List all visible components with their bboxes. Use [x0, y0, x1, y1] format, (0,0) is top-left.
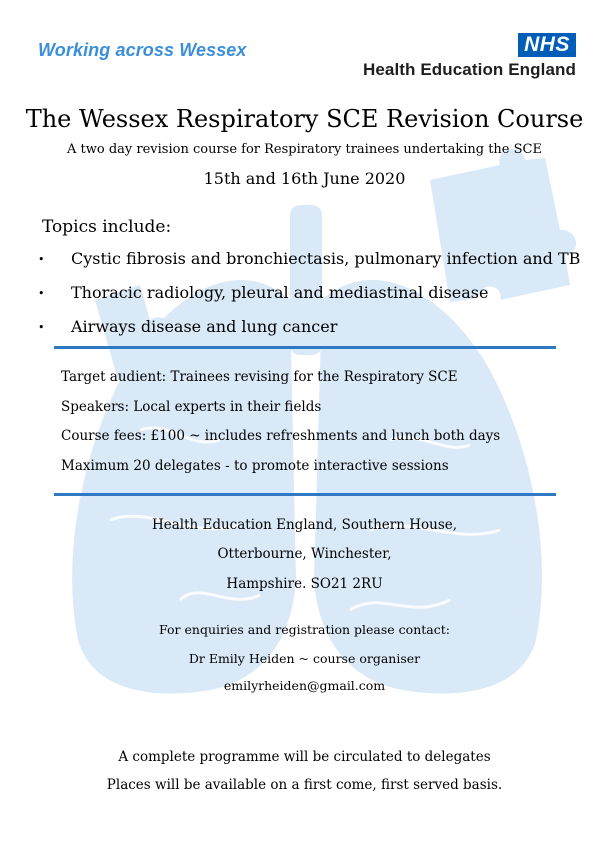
programme-note: A complete programme will be circulated to delegates — [118, 749, 491, 765]
course-fees: Course fees: £100 ~ includes refreshments and lunch both days — [61, 428, 501, 444]
places-note: Places will be available on a first come, first served basis. — [106, 777, 503, 793]
venue-line-1: Health Education England, Southern House, — [151, 517, 458, 533]
bullet-icon: • — [38, 287, 45, 300]
wessex-tagline: Working across Wessex — [38, 40, 247, 60]
topic-item — [38, 283, 488, 302]
course-dates: 15th and 16th June 2020 — [203, 169, 406, 188]
contact-email[interactable]: emilyrheiden@gmail.com — [223, 678, 386, 693]
venue-line-2: Otterbourne, Winchester, — [217, 546, 392, 562]
topic-text: Thoracic radiology, pleural and mediastinal disease — [71, 283, 489, 302]
topics-heading: Topics include: — [42, 217, 172, 237]
bullet-icon: • — [38, 253, 45, 266]
speakers: Speakers: Local experts in their fields — [61, 399, 322, 415]
topic-text: Airways disease and lung cancer — [71, 317, 338, 336]
topic-item — [38, 317, 337, 336]
contact-name: Dr Emily Heiden ~ course organiser — [188, 651, 421, 666]
divider-bottom — [54, 493, 556, 496]
hee-wordmark: Health Education England — [362, 60, 576, 79]
venue-line-3: Hampshire. SO21 2RU — [226, 576, 383, 592]
nhs-logo: NHS — [518, 33, 576, 57]
maximum-delegates: Maximum 20 delegates - to promote interactive sessions — [61, 458, 449, 474]
topic-item — [38, 249, 580, 268]
course-title: The Wessex Respiratory SCE Revision Course — [25, 105, 584, 133]
bullet-icon: • — [38, 321, 45, 334]
contact-intro: For enquiries and registration please contact: — [159, 622, 450, 637]
topic-text: Cystic fibrosis and bronchiectasis, pulmonary infection and TB — [71, 249, 581, 268]
divider-top — [54, 346, 556, 349]
target-audience: Target audient: Trainees revising for the Respiratory SCE — [61, 369, 458, 385]
course-subtitle: A two day revision course for Respiratory trainees undertaking the SCE — [67, 142, 542, 157]
